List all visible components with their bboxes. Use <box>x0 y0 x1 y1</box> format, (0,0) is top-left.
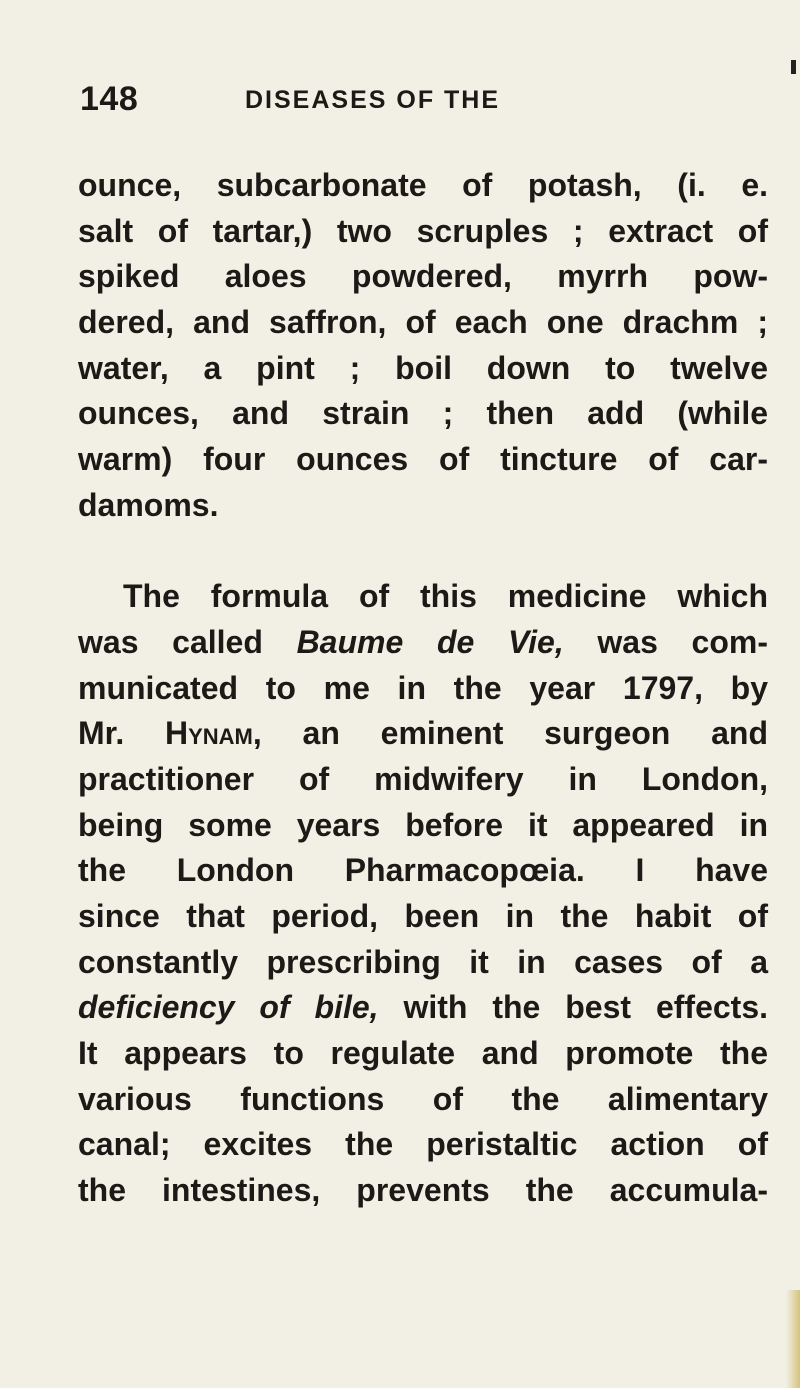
text-run: was called <box>78 623 297 660</box>
text-line: ounce, subcarbonate of potash, (i. e. <box>78 167 768 203</box>
text-line: warm) four ounces of tincture of car- <box>78 441 768 478</box>
text-run: Mr. <box>78 715 165 752</box>
italic-phrase: deficiency of bile, <box>78 989 379 1026</box>
text-run: an eminent surgeon and <box>261 715 768 752</box>
paragraph-gap <box>78 529 768 575</box>
text-line: canal; excites the peristaltic action of <box>78 1126 768 1163</box>
text-line: municated to me in the year 1797, by <box>78 669 768 706</box>
text-line: dered, and saffron, of each one drachm ; <box>78 304 768 341</box>
page-edge-mark <box>791 60 796 74</box>
italic-title: Baume de Vie, <box>296 623 564 660</box>
running-head: DISEASES OF THE <box>245 86 501 114</box>
text-line <box>78 711 768 757</box>
page-edge-stain <box>786 1290 800 1388</box>
text-line: The formula of this medicine which <box>123 578 768 615</box>
text-line <box>78 620 768 666</box>
text-line: constantly prescribing it in cases of a <box>78 943 768 980</box>
text-line: ounces, and strain ; then add (while <box>78 395 768 432</box>
body-text <box>78 163 768 1214</box>
text-line: the intestines, prevents the accumula- <box>78 1172 768 1209</box>
text-line: It appears to regulate and promote the <box>78 1035 768 1072</box>
page-header <box>80 80 780 130</box>
text-line: the London Pharmacopœia. I have <box>78 852 768 889</box>
text-line: water, a pint ; boil down to twelve <box>78 349 768 386</box>
small-caps-name: Hynam, <box>165 715 262 752</box>
text-line: being some years before it appeared in <box>78 806 768 843</box>
text-line: since that period, been in the habit of <box>78 898 768 934</box>
text-line: salt of tartar,) two scruples ; extract of <box>78 212 768 249</box>
text-line: various functions of the alimentary <box>78 1080 768 1117</box>
text-run: was com- <box>563 623 768 660</box>
page-number: 148 <box>80 80 139 118</box>
text-line: practitioner of midwifery in London, <box>78 760 768 797</box>
text-run: with the best effects. <box>378 989 768 1026</box>
text-line: spiked aloes powdered, myrrh pow- <box>78 258 768 295</box>
text-line <box>78 985 768 1031</box>
text-line: damoms. <box>78 486 219 523</box>
